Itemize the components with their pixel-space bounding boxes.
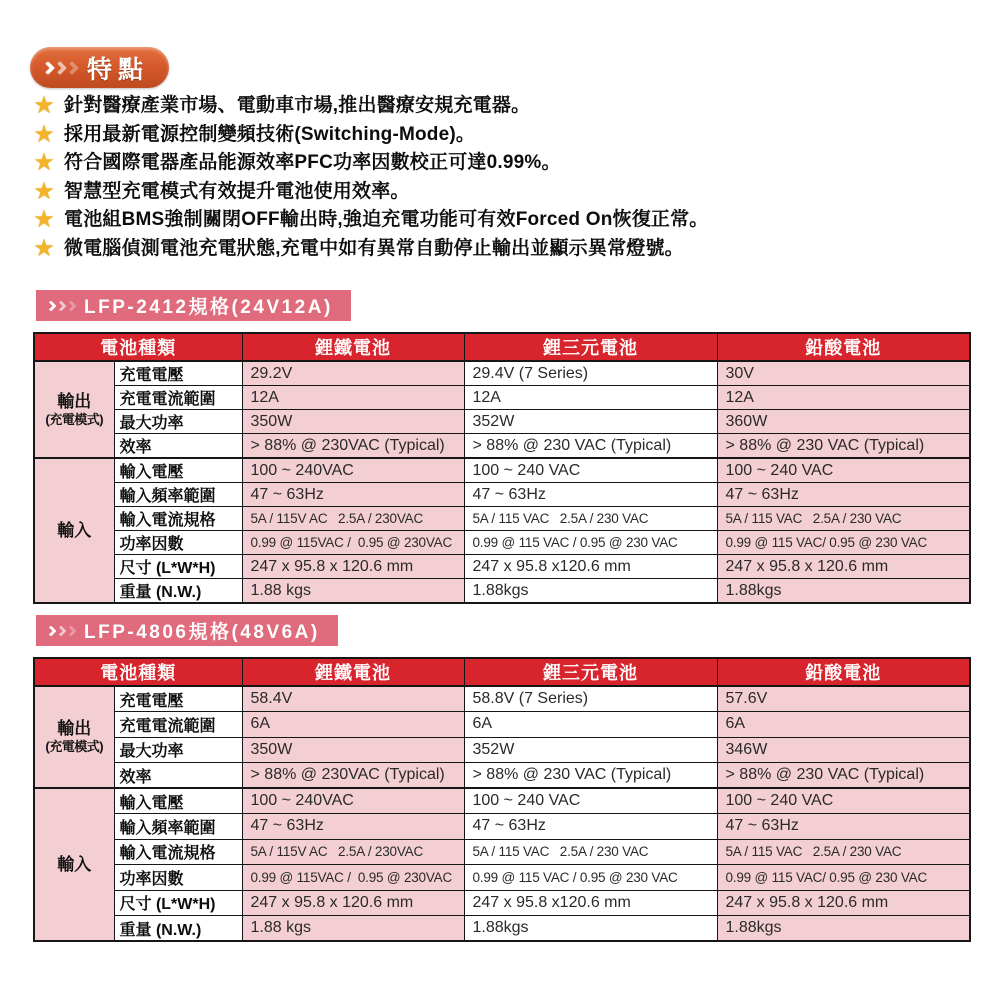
column-header: 電池種類 [34, 333, 242, 361]
row-label-cell: 充電電流範圍 [114, 712, 242, 738]
group-label: 輸入 [57, 520, 92, 540]
feature-text: 採用最新電源控制變頻技術(Switching-Mode)。 [64, 123, 476, 145]
value-cell: 5A / 115 VAC 2.5A / 230 VAC [464, 507, 717, 531]
value-cell: 100 ~ 240 VAC [717, 458, 970, 483]
feature-item [31, 235, 981, 264]
value-cell: 12A [242, 386, 464, 410]
group-label: 輸出 [57, 719, 92, 738]
value-cell: > 88% @ 230 VAC (Typical) [464, 434, 717, 459]
feature-item [31, 92, 981, 121]
value-cell: 0.99 @ 115 VAC / 0.95 @ 230 VAC [464, 865, 717, 891]
value-cell: 100 ~ 240 VAC [717, 788, 970, 814]
value-cell: 350W [242, 737, 464, 763]
feature-text: 微電腦偵測電池充電狀態,充電中如有異常自動停止輸出並顯示異常燈號。 [64, 237, 684, 259]
value-cell: 58.4V [242, 686, 464, 712]
chevrons-icon [47, 627, 75, 635]
value-cell: > 88% @ 230 VAC (Typical) [717, 763, 970, 789]
value-cell: 1.88kgs [464, 579, 717, 604]
value-cell: 346W [717, 737, 970, 763]
row-label-cell: 最大功率 [114, 410, 242, 434]
value-cell: > 88% @ 230VAC (Typical) [242, 763, 464, 789]
value-cell: 247 x 95.8 x120.6 mm [464, 555, 717, 579]
value-cell: 5A / 115 VAC 2.5A / 230 VAC [464, 839, 717, 865]
row-label-cell: 輸入電壓 [114, 788, 242, 814]
value-cell: 0.99 @ 115 VAC/ 0.95 @ 230 VAC [717, 531, 970, 555]
spec-title-text: LFP-2412規格(24V12A) [84, 297, 333, 318]
row-label-cell: 重量 (N.W.) [114, 579, 242, 604]
feature-item [31, 178, 981, 207]
value-cell: 5A / 115 VAC 2.5A / 230 VAC [717, 839, 970, 865]
value-cell: 100 ~ 240VAC [242, 458, 464, 483]
group-label: 輸入 [57, 854, 92, 874]
star-icon: ★ [33, 206, 55, 234]
row-label-cell: 效率 [114, 763, 242, 789]
value-cell: 100 ~ 240 VAC [464, 458, 717, 483]
row-label-cell: 輸入電流規格 [114, 839, 242, 865]
group-sublabel: (充電模式) [45, 739, 104, 754]
value-cell: 47 ~ 63Hz [464, 483, 717, 507]
value-cell: 5A / 115V AC 2.5A / 230VAC [242, 507, 464, 531]
group-label-cell [34, 788, 114, 941]
value-cell: 12A [717, 386, 970, 410]
group-label-cell [34, 361, 114, 458]
group-label-cell [34, 686, 114, 788]
value-cell: 5A / 115 VAC 2.5A / 230 VAC [717, 507, 970, 531]
row-label-cell: 重量 (N.W.) [114, 916, 242, 942]
star-icon: ★ [33, 92, 55, 119]
chevrons-icon [47, 302, 75, 310]
row-label-cell: 輸入頻率範圍 [114, 483, 242, 507]
column-header: 電池種類 [34, 658, 242, 686]
row-label-cell: 輸入電壓 [114, 458, 242, 483]
value-cell: 0.99 @ 115VAC / 0.95 @ 230VAC [242, 531, 464, 555]
value-cell: 57.6V [717, 686, 970, 712]
value-cell: > 88% @ 230VAC (Typical) [242, 434, 464, 459]
group-sublabel: (充電模式) [45, 411, 104, 427]
value-cell: 6A [464, 712, 717, 738]
column-header: 鋰三元電池 [464, 658, 717, 686]
value-cell: 247 x 95.8 x 120.6 mm [242, 555, 464, 579]
value-cell: 100 ~ 240VAC [242, 788, 464, 814]
feature-item [31, 121, 981, 150]
row-label-cell: 功率因數 [114, 531, 242, 555]
value-cell: 12A [464, 386, 717, 410]
star-icon: ★ [33, 177, 55, 205]
group-label-cell [34, 458, 114, 603]
value-cell: > 88% @ 230 VAC (Typical) [464, 763, 717, 789]
value-cell: 247 x 95.8 x120.6 mm [464, 890, 717, 916]
column-header: 鋰鐵電池 [242, 658, 464, 686]
value-cell: 58.8V (7 Series) [464, 686, 717, 712]
row-label-cell: 功率因數 [114, 865, 242, 891]
spec-table-title [36, 290, 351, 321]
value-cell: > 88% @ 230 VAC (Typical) [717, 434, 970, 459]
row-label-cell: 充電電壓 [114, 686, 242, 712]
value-cell: 247 x 95.8 x 120.6 mm [717, 555, 970, 579]
value-cell: 47 ~ 63Hz [717, 483, 970, 507]
row-label-cell: 充電電壓 [114, 361, 242, 386]
spec-section-lfp-4806 [33, 615, 969, 942]
feature-text: 符合國際電器產品能源效率PFC功率因數校正可達0.99%。 [64, 152, 561, 174]
row-label-cell: 充電電流範圍 [114, 386, 242, 410]
spec-table [33, 657, 971, 942]
star-icon: ★ [33, 120, 55, 148]
star-icon: ★ [33, 234, 55, 262]
spec-table-title [36, 615, 338, 646]
star-icon: ★ [33, 149, 55, 177]
column-header: 鉛酸電池 [717, 658, 970, 686]
column-header: 鋰鐵電池 [242, 333, 464, 361]
spec-title-text: LFP-4806規格(48V6A) [84, 622, 320, 643]
value-cell: 30V [717, 361, 970, 386]
value-cell: 6A [242, 712, 464, 738]
value-cell: 5A / 115V AC 2.5A / 230VAC [242, 839, 464, 865]
chevrons-icon [43, 63, 77, 73]
row-label-cell: 尺寸 (L*W*H) [114, 890, 242, 916]
value-cell: 0.99 @ 115VAC / 0.95 @ 230VAC [242, 865, 464, 891]
feature-text: 針對醫療產業市場、電動車市場,推出醫療安規充電器。 [64, 95, 531, 116]
value-cell: 47 ~ 63Hz [242, 483, 464, 507]
value-cell: 0.99 @ 115 VAC / 0.95 @ 230 VAC [464, 531, 717, 555]
row-label-cell: 尺寸 (L*W*H) [114, 555, 242, 579]
value-cell: 247 x 95.8 x 120.6 mm [242, 890, 464, 916]
value-cell: 29.2V [242, 361, 464, 386]
value-cell: 352W [464, 410, 717, 434]
row-label-cell: 輸入頻率範圍 [114, 814, 242, 840]
feature-text: 智慧型充電模式有效提升電池使用效率。 [64, 180, 410, 202]
value-cell: 0.99 @ 115 VAC/ 0.95 @ 230 VAC [717, 865, 970, 891]
feature-item [31, 206, 981, 235]
value-cell: 6A [717, 712, 970, 738]
value-cell: 1.88kgs [464, 916, 717, 942]
row-label-cell: 輸入電流規格 [114, 507, 242, 531]
value-cell: 352W [464, 737, 717, 763]
features-badge-label: 特點 [87, 55, 150, 84]
value-cell: 1.88 kgs [242, 579, 464, 604]
value-cell: 100 ~ 240 VAC [464, 788, 717, 814]
features-list [31, 92, 981, 264]
group-label: 輸出 [57, 391, 92, 411]
spec-table [33, 332, 971, 604]
value-cell: 350W [242, 410, 464, 434]
row-label-cell: 效率 [114, 434, 242, 459]
value-cell: 47 ~ 63Hz [464, 814, 717, 840]
value-cell: 29.4V (7 Series) [464, 361, 717, 386]
column-header: 鉛酸電池 [717, 333, 970, 361]
value-cell: 1.88kgs [717, 916, 970, 942]
value-cell: 1.88kgs [717, 579, 970, 604]
value-cell: 360W [717, 410, 970, 434]
features-badge [30, 47, 169, 88]
feature-text: 電池組BMS強制關閉OFF輸出時,強迫充電功能可有效Forced On恢復正常。 [64, 209, 709, 231]
value-cell: 47 ~ 63Hz [717, 814, 970, 840]
value-cell: 47 ~ 63Hz [242, 814, 464, 840]
value-cell: 1.88 kgs [242, 916, 464, 942]
value-cell: 247 x 95.8 x 120.6 mm [717, 890, 970, 916]
feature-item [31, 149, 981, 178]
spec-section-lfp-2412 [33, 290, 969, 604]
column-header: 鋰三元電池 [464, 333, 717, 361]
row-label-cell: 最大功率 [114, 737, 242, 763]
